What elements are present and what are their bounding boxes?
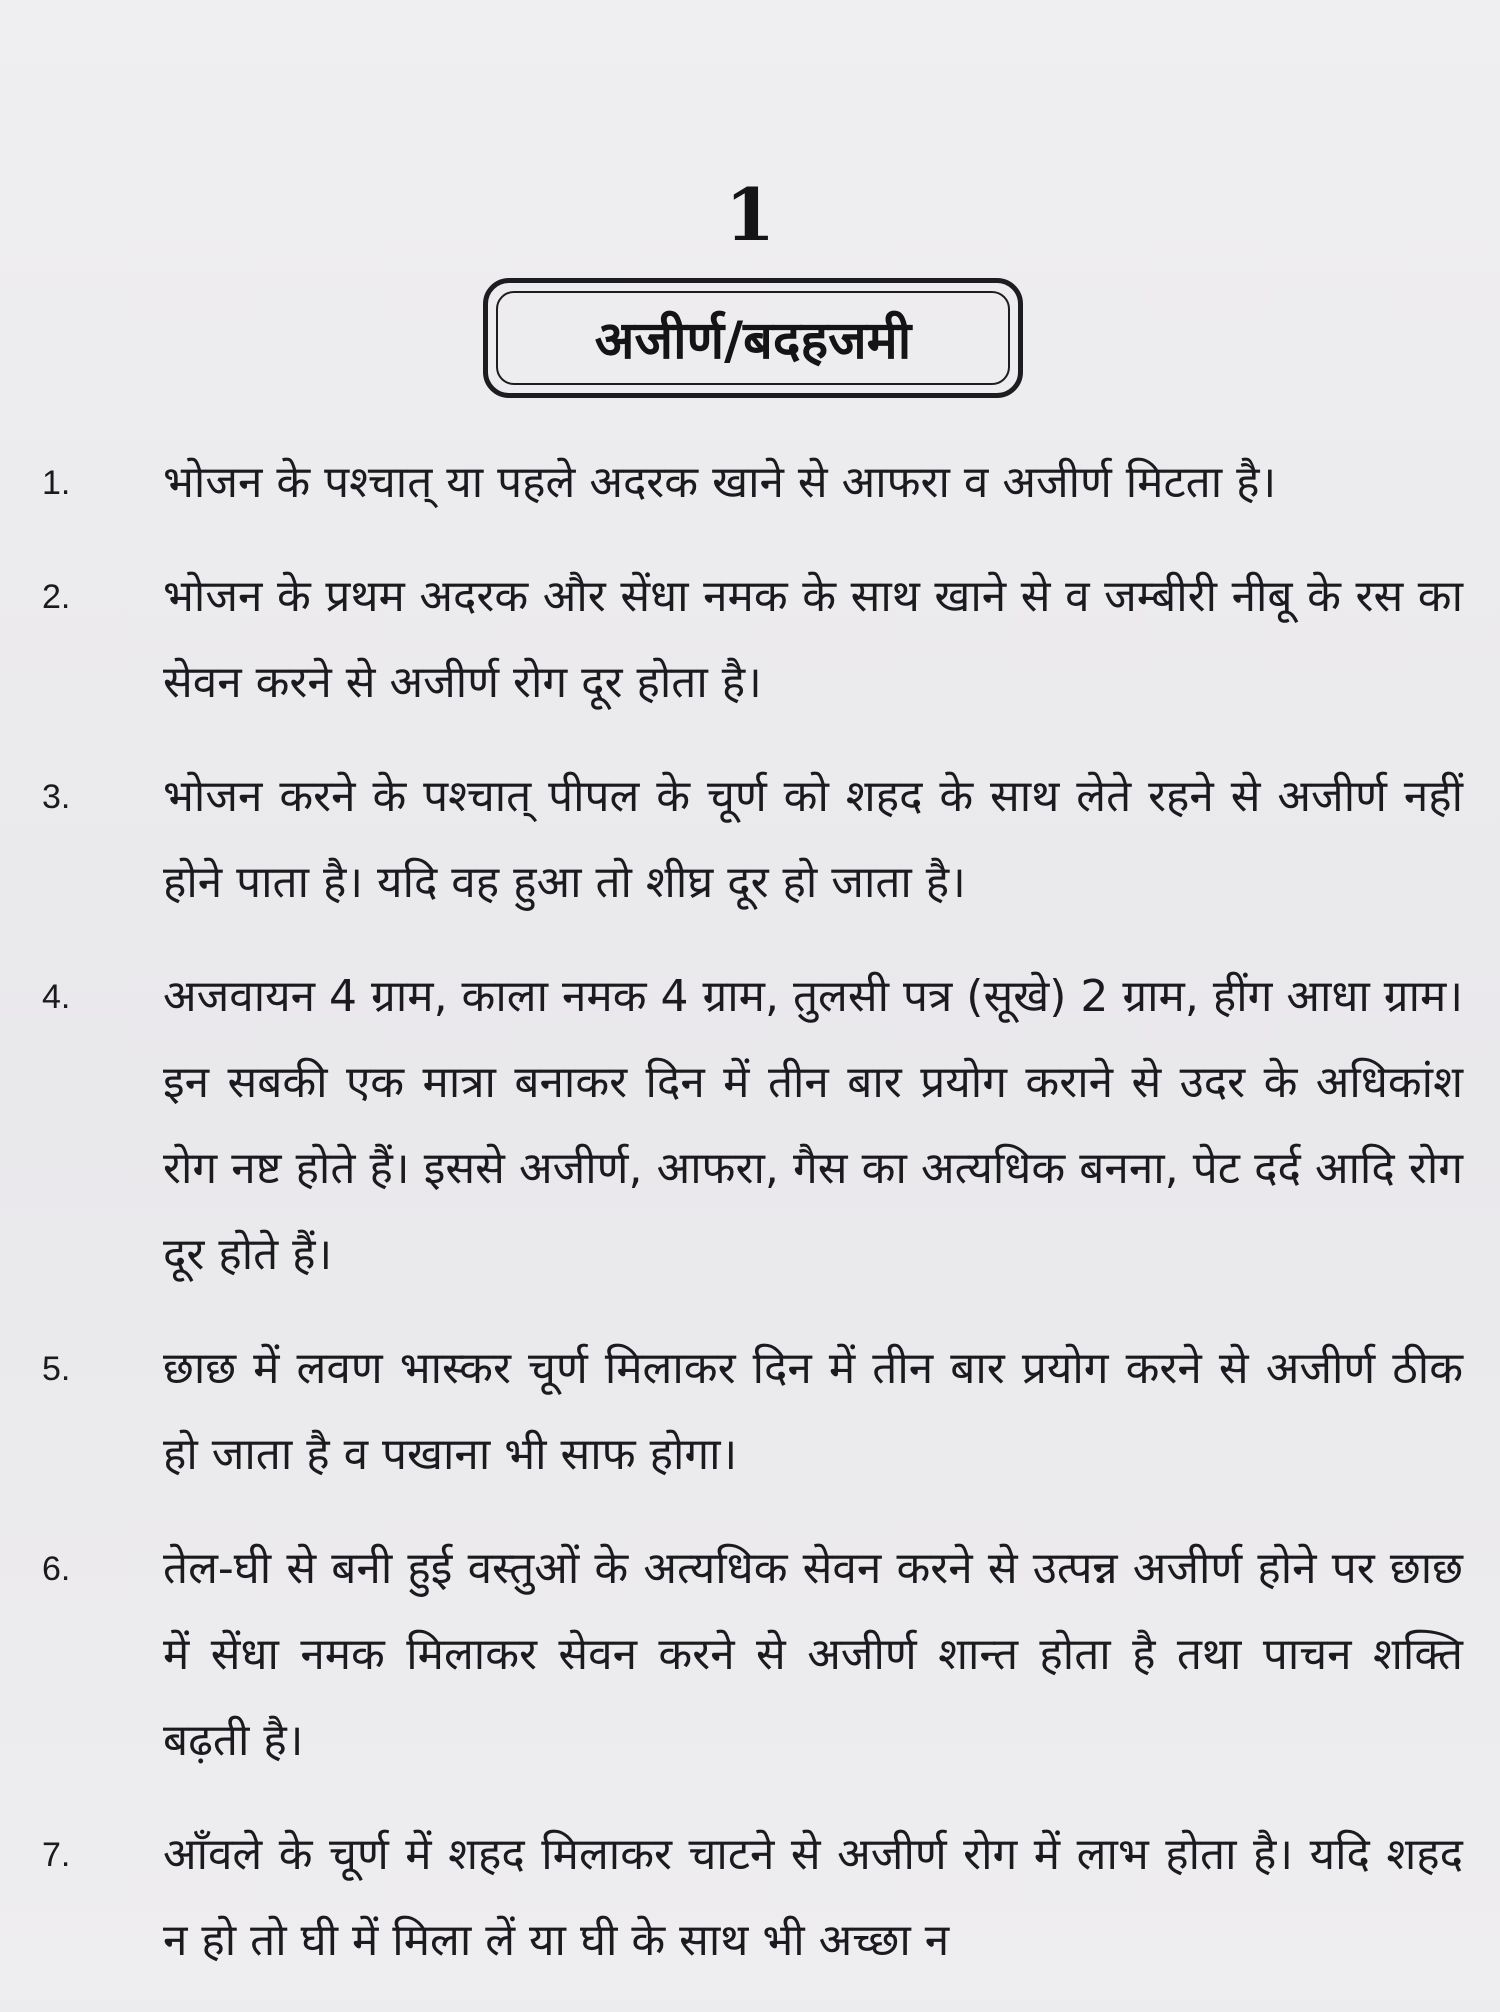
item-text: भोजन के पश्चात् या पहले अदरक खाने से आफरा व अजीर्ण मिटता है। — [163, 457, 1277, 508]
list-item — [0, 754, 1500, 926]
list-item — [0, 1812, 1500, 1984]
list-item — [0, 1326, 1500, 1498]
item-text: छाछ में लवण भास्कर चूर्ण मिलाकर दिन में तीन बार प्रयोग करने से अजीर्ण ठीक हो जाता है व पखाना भी साफ होगा। — [163, 1343, 1463, 1480]
item-number: 1. — [42, 464, 71, 502]
chapter-title: अजीर्ण/बदहजमी — [594, 310, 912, 371]
item-text: भोजन के प्रथम अदरक और सेंधा नमक के साथ खाने से व जम्बीरी नीबू के रस का सेवन करने से अजीर्ण रोग दूर होता है। — [163, 571, 1463, 708]
item-text: अजवायन 4 ग्राम, काला नमक 4 ग्राम, तुलसी पत्र (सूखे) 2 ग्राम, हींग आधा ग्राम। इन सबकी एक मात्रा बनाकर दिन में तीन बार प्रयोग कराने से उदर के अधिकांश रोग नष्ट होते हैं। इससे अजीर्ण, आफरा, गैस का अत्यधिक बनना, पेट दर्द आदि रोग दूर होते हैं। — [163, 971, 1463, 1280]
remedy-list — [0, 440, 1500, 2012]
list-item — [0, 954, 1500, 1298]
list-item — [0, 1526, 1500, 1784]
item-number: 4. — [42, 978, 71, 1016]
chapter-number: 1 — [724, 172, 776, 257]
item-number: 7. — [42, 1836, 71, 1874]
item-number: 2. — [42, 578, 71, 616]
chapter-title-box — [483, 278, 1023, 398]
item-text: भोजन करने के पश्चात् पीपल के चूर्ण को शहद के साथ लेते रहने से अजीर्ण नहीं होने पाता है। यदि वह हुआ तो शीघ्र दूर हो जाता है। — [163, 771, 1463, 908]
item-number: 5. — [42, 1350, 71, 1388]
list-item — [0, 554, 1500, 726]
item-number: 6. — [42, 1550, 71, 1588]
item-number: 3. — [42, 778, 71, 816]
list-item — [0, 440, 1500, 526]
item-text: आँवले के चूर्ण में शहद मिलाकर चाटने से अजीर्ण रोग में लाभ होता है। यदि शहद न हो तो घी में मिला लें या घी के साथ भी अच्छा न — [163, 1829, 1463, 1966]
item-text: तेल-घी से बनी हुई वस्तुओं के अत्यधिक सेवन करने से उत्पन्न अजीर्ण होने पर छाछ में सेंधा नमक मिलाकर सेवन करने से अजीर्ण शान्त होता है तथा पाचन शक्ति बढ़ती है। — [163, 1543, 1463, 1766]
